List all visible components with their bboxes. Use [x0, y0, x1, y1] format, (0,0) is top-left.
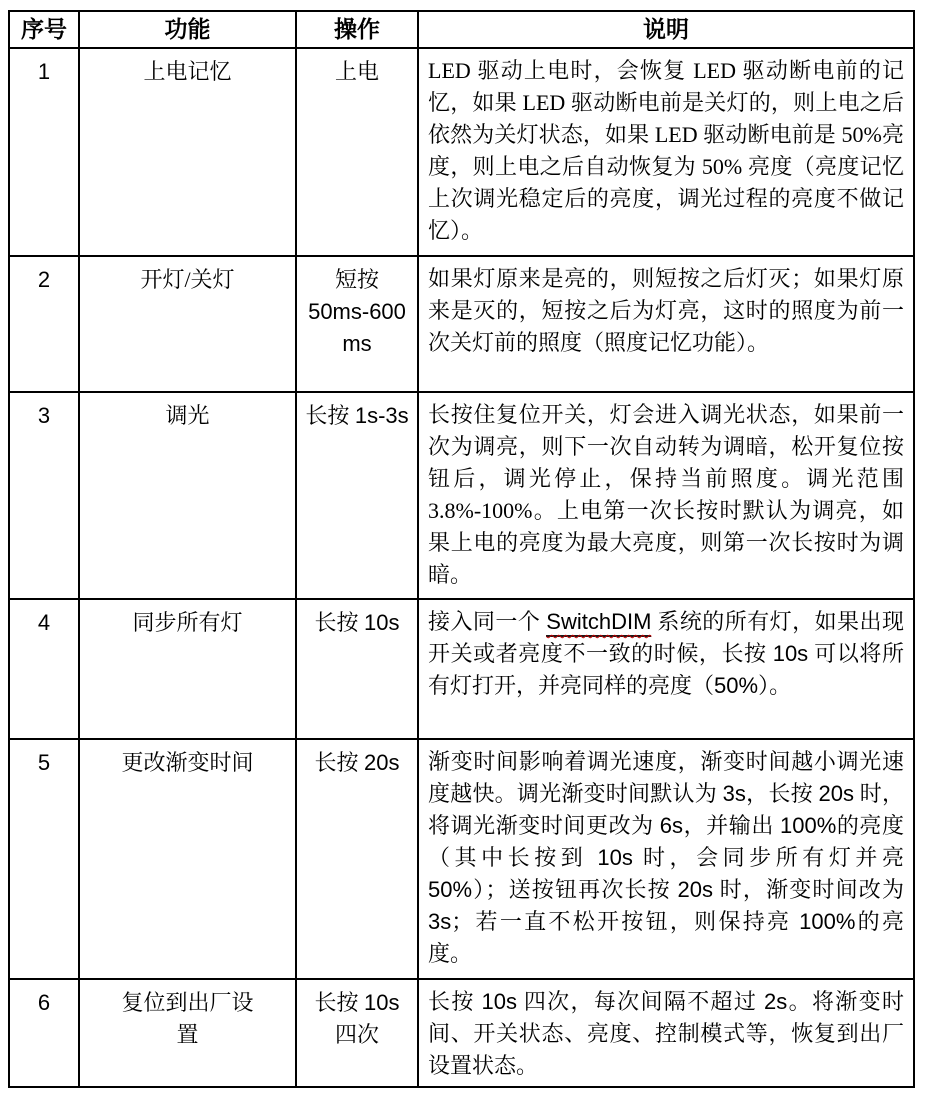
- header-row: [9, 11, 914, 48]
- function-label: 上电记忆: [143, 59, 232, 84]
- operation-label: 长按 20s: [314, 750, 400, 775]
- cell-function: [79, 256, 296, 392]
- cell-seq: 4: [9, 599, 79, 739]
- header-description: 说明: [418, 11, 914, 48]
- header-operation: 操作: [296, 11, 418, 48]
- cell-function: [79, 739, 296, 979]
- table-row: [9, 599, 914, 739]
- operation-label: 短按 50ms-600 ms: [308, 267, 406, 356]
- cell-seq: 5: [9, 739, 79, 979]
- cell-seq: 6: [9, 979, 79, 1087]
- function-label: 复位到出厂设置: [121, 990, 254, 1047]
- cell-operation: [296, 979, 418, 1087]
- operation-label: 长按 10s 四次: [314, 990, 400, 1047]
- cell-operation: [296, 48, 418, 256]
- cell-description: 渐变时间影响着调光速度，渐变时间越小调光速度越快。调光渐变时间默认为 3s，长按 20s 时，将调光渐变时间更改为 6s，并输出 100%的亮度（其中长按到 10s 时，会同步所有灯并亮 50%）；送按钮再次长按 20s 时，渐变时间改为 3s；若一直不松开按钮，则保持亮 100%的亮度。: [418, 739, 914, 979]
- function-label: 更改渐变时间: [121, 750, 254, 775]
- header-function: 功能: [79, 11, 296, 48]
- operation-label: 长按 10s: [314, 610, 400, 635]
- cell-description: 长按住复位开关，灯会进入调光状态，如果前一次为调亮，则下一次自动转为调暗，松开复位按钮后，调光停止，保持当前照度。调光范围 3.8%-100%。上电第一次长按时默认为调亮，如果上电的亮度为最大亮度，则第一次长按时为调暗。: [418, 392, 914, 599]
- cell-operation: [296, 256, 418, 392]
- table-row: [9, 48, 914, 256]
- function-label: 开灯/关灯: [140, 267, 235, 292]
- function-spec-table: [8, 10, 915, 1088]
- cell-description: 如果灯原来是亮的，则短按之后灯灭；如果灯原来是灭的，短按之后为灯亮，这时的照度为前一次关灯前的照度（照度记忆功能）。: [418, 256, 914, 392]
- function-label: 调光: [165, 403, 210, 428]
- cell-function: [79, 392, 296, 599]
- cell-seq: 3: [9, 392, 79, 599]
- cell-operation: [296, 392, 418, 599]
- cell-function: [79, 599, 296, 739]
- table-row: [9, 256, 914, 392]
- operation-label: 上电: [334, 59, 379, 84]
- header-seq: 序号: [9, 11, 79, 48]
- cell-operation: [296, 739, 418, 979]
- cell-function: [79, 48, 296, 256]
- cell-seq: 1: [9, 48, 79, 256]
- table-row: [9, 739, 914, 979]
- function-label: 同步所有灯: [132, 610, 243, 635]
- cell-description: LED 驱动上电时，会恢复 LED 驱动断电前的记忆，如果 LED 驱动断电前是关灯的，则上电之后依然为关灯状态，如果 LED 驱动断电前是 50%亮度，则上电之后自动恢复为 50% 亮度（亮度记忆上次调光稳定后的亮度，调光过程的亮度不做记忆）。: [418, 48, 914, 256]
- cell-seq: 2: [9, 256, 79, 392]
- cell-function: [79, 979, 296, 1087]
- operation-label: 长按 1s-3s: [305, 403, 409, 428]
- cell-description: 长按 10s 四次，每次间隔不超过 2s。将渐变时间、开关状态、亮度、控制模式等，恢复到出厂设置状态。: [418, 979, 914, 1087]
- cell-description: 接入同一个 SwitchDIM 系统的所有灯，如果出现开关或者亮度不一致的时候，长按 10s 可以将所有灯打开，并亮同样的亮度（50%）。: [418, 599, 914, 739]
- table-row: [9, 979, 914, 1087]
- cell-operation: [296, 599, 418, 739]
- table-row: [9, 392, 914, 599]
